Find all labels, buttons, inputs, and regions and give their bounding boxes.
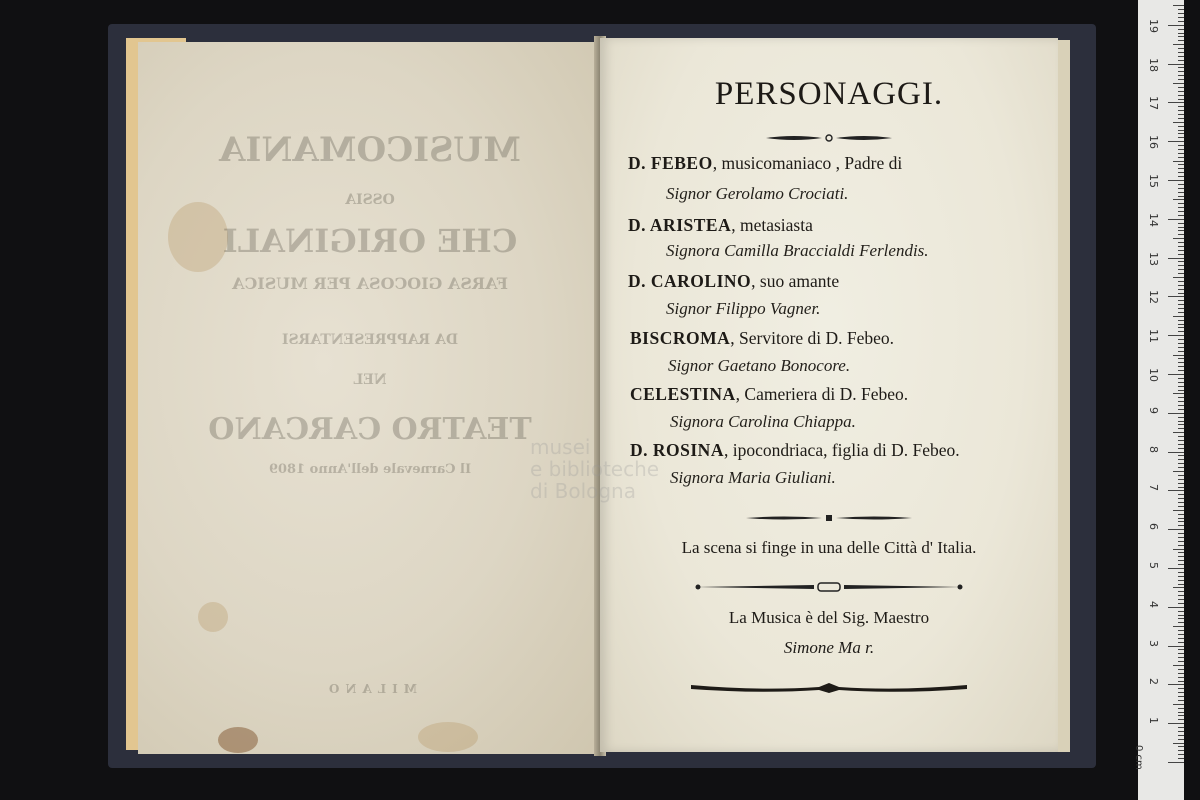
ruler-tick [1178, 106, 1184, 107]
ruler-tick [1178, 153, 1184, 154]
ruler-tick [1178, 126, 1184, 127]
bleed-line: OSSIA [345, 192, 395, 208]
ruler-unit-label: 0 cm [1133, 745, 1144, 770]
ruler-tick [1178, 168, 1184, 169]
ruler-tick [1178, 719, 1184, 720]
ruler-tick [1178, 71, 1184, 72]
ruler-tick [1178, 370, 1184, 371]
ruler-tick [1178, 114, 1184, 115]
ruler-tick [1178, 149, 1184, 150]
ruler-tick [1178, 502, 1184, 503]
ruler-tick [1178, 494, 1184, 495]
ruler-tick [1178, 308, 1184, 309]
ruler-tick [1178, 312, 1184, 313]
ruler-tick [1178, 17, 1184, 18]
ruler-number: 11 [1147, 329, 1160, 344]
ruler-tick [1178, 653, 1184, 654]
ruler-tick [1178, 673, 1184, 674]
ruler-tick [1178, 137, 1184, 138]
ruler-tick [1178, 67, 1184, 68]
ruler-tick [1178, 448, 1184, 449]
character-entry [628, 271, 839, 292]
ruler-tick [1178, 552, 1184, 553]
ruler-number: 18 [1147, 57, 1160, 72]
ruler-number: 5 [1147, 562, 1160, 569]
ornament-rule [600, 128, 1058, 147]
ruler-tick [1178, 331, 1184, 332]
character-entry [628, 215, 813, 236]
ruler-tick [1178, 347, 1184, 348]
actor-name: Signor Gerolamo Crociati. [666, 184, 849, 203]
ruler-tick [1168, 684, 1184, 685]
ruler-number: 16 [1147, 135, 1160, 150]
character-desc: , musicomaniaco , Padre di [712, 153, 903, 173]
ruler-tick [1178, 518, 1184, 519]
ruler-tick [1178, 708, 1184, 709]
ruler-tick [1178, 339, 1184, 340]
ruler-tick [1178, 622, 1184, 623]
watermark-line: di Bologna [530, 479, 636, 503]
ruler-tick [1178, 572, 1184, 573]
ruler-tick [1168, 141, 1184, 142]
ruler-tick [1173, 161, 1184, 162]
actor-name: Signora Carolina Chiappa. [670, 412, 856, 431]
ruler-tick [1178, 327, 1184, 328]
ruler-tick [1178, 424, 1184, 425]
music-credit: La Musica è del Sig. Maestro [728, 608, 930, 627]
bleed-line: DA RAPPRESENTARSI [281, 332, 459, 348]
ruler-tick [1178, 696, 1184, 697]
right-page [530, 38, 1058, 752]
ruler-tick [1168, 180, 1184, 181]
character-entry [630, 384, 908, 405]
ruler-tick [1168, 102, 1184, 103]
ruler-tick [1178, 584, 1184, 585]
ruler-tick [1178, 405, 1184, 406]
ornament-icon [694, 581, 964, 593]
ornament-rule [600, 578, 1058, 597]
ruler-tick [1178, 281, 1184, 282]
ruler-tick [1173, 665, 1184, 666]
ruler-tick [1178, 649, 1184, 650]
ruler-tick [1173, 743, 1184, 744]
ruler-tick [1168, 723, 1184, 724]
character-role: CELESTINA [630, 384, 736, 404]
ruler-tick [1178, 133, 1184, 134]
bleed-line: CHE ORIGINALI [222, 222, 518, 260]
character-desc: , metasiasta [731, 215, 813, 235]
ruler-tick [1178, 421, 1184, 422]
ruler-tick [1178, 459, 1184, 460]
ruler-tick [1178, 560, 1184, 561]
ornament-icon [764, 133, 894, 143]
ruler-number: 6 [1147, 523, 1160, 531]
ruler-tick [1178, 409, 1184, 410]
ruler-number: 15 [1147, 174, 1160, 188]
ruler-tick [1173, 238, 1184, 239]
ruler-tick [1178, 254, 1184, 255]
actor-name: Signor Filippo Vagner. [666, 299, 821, 318]
ruler-tick [1178, 595, 1184, 596]
stain [198, 602, 228, 632]
ruler-tick [1168, 219, 1184, 220]
ruler-tick [1178, 525, 1184, 526]
ruler-tick [1173, 122, 1184, 123]
ruler-tick [1178, 362, 1184, 363]
ruler-tick [1178, 36, 1184, 37]
ruler-tick [1173, 471, 1184, 472]
ruler-tick [1178, 428, 1184, 429]
ruler-tick [1168, 452, 1184, 453]
ruler-number: 10 [1147, 368, 1160, 382]
ruler-tick [1168, 64, 1184, 65]
ruler-tick [1173, 277, 1184, 278]
bleed-line: NEL [353, 372, 387, 388]
ruler-tick [1178, 157, 1184, 158]
ruler-tick [1178, 75, 1184, 76]
ruler-tick [1178, 657, 1184, 658]
ruler-number: 12 [1147, 290, 1160, 305]
ruler-tick [1178, 196, 1184, 197]
character-role: BISCROMA [630, 328, 731, 348]
ruler-tick [1178, 615, 1184, 616]
ruler-tick [1178, 754, 1184, 755]
ruler-tick [1173, 393, 1184, 394]
ruler-number: 13 [1147, 251, 1160, 266]
ruler-tick [1178, 727, 1184, 728]
ruler-tick [1178, 230, 1184, 231]
character-desc: , Servitore di D. Febeo. [730, 328, 895, 348]
ruler-tick [1178, 223, 1184, 224]
ruler-tick [1178, 739, 1184, 740]
ruler-tick [1173, 83, 1184, 84]
ruler-tick [1168, 568, 1184, 569]
ruler-tick [1178, 358, 1184, 359]
ruler-tick [1178, 289, 1184, 290]
ruler-tick [1178, 436, 1184, 437]
ruler-tick [1178, 444, 1184, 445]
page-title: PERSONAGGI. [714, 76, 944, 112]
ruler-tick [1178, 735, 1184, 736]
composer-name: Simone Ma r. [783, 638, 875, 657]
ruler-tick [1178, 715, 1184, 716]
ruler-tick [1178, 564, 1184, 565]
ruler-tick [1178, 52, 1184, 53]
ruler-tick [1178, 95, 1184, 96]
watermark [530, 436, 659, 502]
ruler-tick [1178, 246, 1184, 247]
ruler-tick [1178, 731, 1184, 732]
ruler-tick [1178, 293, 1184, 294]
character-role: D. CAROLINO [628, 271, 752, 291]
ruler-tick [1178, 506, 1184, 507]
ruler-tick [1178, 440, 1184, 441]
character-desc: , Cameriera di D. Febeo. [735, 384, 909, 404]
ruler-number: 2 [1147, 678, 1160, 686]
ruler-tick [1178, 475, 1184, 476]
watermark-line: e biblioteche [530, 457, 660, 481]
ruler-tick [1178, 300, 1184, 301]
ruler-tick [1178, 234, 1184, 235]
ruler-tick [1178, 378, 1184, 379]
character-desc: , ipocondriaca, figlia di D. Febeo. [723, 440, 960, 460]
ruler-tick [1178, 215, 1184, 216]
ruler-tick [1178, 110, 1184, 111]
character-entry [630, 440, 960, 461]
ruler-tick [1178, 21, 1184, 22]
bleed-line: TEATRO CARCANO [208, 412, 532, 447]
ruler-tick [1178, 580, 1184, 581]
ruler-tick [1173, 510, 1184, 511]
ruler-tick [1178, 192, 1184, 193]
stain [418, 722, 478, 752]
ruler-tick [1173, 587, 1184, 588]
ruler-tick [1178, 269, 1184, 270]
ruler-tick [1178, 514, 1184, 515]
ruler-tick [1178, 285, 1184, 286]
ruler-tick [1178, 9, 1184, 10]
ruler-number: 17 [1147, 96, 1160, 111]
ruler-tick [1178, 545, 1184, 546]
ruler-tick [1178, 184, 1184, 185]
ruler-tick [1168, 529, 1184, 530]
ruler-tick [1178, 188, 1184, 189]
ruler-tick [1178, 599, 1184, 600]
ruler-tick [1178, 417, 1184, 418]
ruler-tick [1168, 25, 1184, 26]
ruler-tick [1178, 541, 1184, 542]
ruler-tick [1178, 591, 1184, 592]
ruler-tick [1178, 498, 1184, 499]
scene-note: La scena si finge in una delle Città d' Italia. [681, 538, 977, 557]
ruler-tick [1178, 401, 1184, 402]
ruler-tick [1178, 681, 1184, 682]
ruler-tick [1178, 203, 1184, 204]
ruler-tick [1178, 366, 1184, 367]
ruler-tick [1178, 463, 1184, 464]
ruler-tick [1178, 320, 1184, 321]
character-entry [630, 328, 894, 349]
measurement-ruler [1133, 0, 1184, 800]
ruler-tick [1173, 44, 1184, 45]
ruler-tick [1178, 60, 1184, 61]
bleed-line: MUSICOMANIA [219, 130, 521, 170]
ruler-tick [1178, 455, 1184, 456]
ruler-tick [1178, 533, 1184, 534]
ruler-tick [1178, 130, 1184, 131]
character-role: D. ROSINA [630, 440, 724, 460]
actor-name: Signora Camilla Braccialdi Ferlendis. [666, 241, 929, 260]
ruler-tick [1178, 351, 1184, 352]
ornament-icon [744, 513, 914, 523]
ruler-tick [1178, 479, 1184, 480]
ruler-tick [1178, 172, 1184, 173]
ruler-tick [1178, 700, 1184, 701]
ruler-tick [1178, 382, 1184, 383]
ruler-tick [1178, 176, 1184, 177]
ruler-tick [1178, 712, 1184, 713]
ruler-tick [1178, 273, 1184, 274]
ornament-rule [600, 680, 1058, 699]
ruler-tick [1178, 207, 1184, 208]
character-role: D. ARISTEA [628, 215, 732, 235]
character-role: D. FEBEO [628, 153, 713, 173]
ruler-tick [1168, 762, 1184, 763]
ruler-tick [1178, 556, 1184, 557]
ruler-tick [1178, 603, 1184, 604]
ruler-tick [1173, 549, 1184, 550]
ruler-number: 3 [1147, 639, 1160, 647]
ruler-tick [1168, 490, 1184, 491]
ruler-tick [1178, 56, 1184, 57]
character-desc: , suo amante [751, 271, 840, 291]
ruler-tick [1178, 99, 1184, 100]
ruler-tick [1178, 79, 1184, 80]
ruler-number: 4 [1147, 600, 1160, 608]
ruler-tick [1173, 5, 1184, 6]
ruler-tick [1178, 91, 1184, 92]
page-edges [1058, 40, 1070, 752]
bleed-line: MILANO [322, 682, 418, 696]
ruler-tick [1178, 29, 1184, 30]
ruler-tick [1178, 118, 1184, 119]
ruler-tick [1178, 750, 1184, 751]
ruler-tick [1178, 211, 1184, 212]
ruler-tick [1173, 626, 1184, 627]
left-page [138, 42, 602, 754]
ruler-tick [1168, 374, 1184, 375]
ruler-tick [1168, 258, 1184, 259]
ruler-tick [1178, 87, 1184, 88]
ruler-tick [1178, 487, 1184, 488]
ruler-tick [1178, 746, 1184, 747]
ruler-tick [1178, 261, 1184, 262]
ruler-tick [1178, 483, 1184, 484]
ruler-tick [1168, 413, 1184, 414]
ruler-tick [1178, 692, 1184, 693]
ruler-number: 14 [1147, 212, 1160, 227]
ruler-tick [1178, 677, 1184, 678]
ruler-tick [1178, 164, 1184, 165]
bleed-line: Il Carnevale dell'Anno 1809 [268, 462, 472, 477]
ruler-tick [1178, 758, 1184, 759]
ruler-tick [1178, 638, 1184, 639]
actor-name: Signora Maria Giuliani. [670, 468, 836, 487]
ruler-tick [1178, 390, 1184, 391]
ruler-number: 1 [1147, 717, 1160, 725]
ruler-tick [1178, 343, 1184, 344]
ruler-tick [1178, 669, 1184, 670]
ruler-tick [1178, 688, 1184, 689]
ruler-tick [1178, 265, 1184, 266]
ruler-tick [1178, 630, 1184, 631]
ruler-tick [1168, 646, 1184, 647]
ruler-tick [1178, 521, 1184, 522]
ruler-tick [1173, 432, 1184, 433]
ruler-tick [1173, 355, 1184, 356]
bleed-line: FARSA GIOCOSA PER MUSICA [232, 274, 508, 293]
ruler-tick [1178, 576, 1184, 577]
actor-name: Signor Gaetano Bonocore. [668, 356, 851, 375]
ruler-tick [1178, 467, 1184, 468]
watermark-line: musei [530, 435, 591, 459]
ruler-tick [1168, 607, 1184, 608]
ruler-tick [1178, 642, 1184, 643]
ruler-tick [1173, 199, 1184, 200]
ruler-tick [1168, 296, 1184, 297]
ruler-tick [1178, 13, 1184, 14]
ruler-tick [1178, 48, 1184, 49]
ruler-tick [1178, 661, 1184, 662]
ruler-tick [1178, 40, 1184, 41]
ruler-tick [1173, 704, 1184, 705]
ruler-tick [1178, 386, 1184, 387]
ruler-tick [1178, 618, 1184, 619]
ruler-tick [1178, 634, 1184, 635]
ruler-tick [1178, 227, 1184, 228]
ruler-tick [1178, 611, 1184, 612]
ornament-rule [600, 508, 1058, 527]
ruler-tick [1178, 145, 1184, 146]
ruler-tick [1178, 397, 1184, 398]
ruler-tick [1173, 316, 1184, 317]
ruler-tick [1178, 324, 1184, 325]
ruler-number: 7 [1147, 484, 1160, 492]
ruler-tick [1178, 242, 1184, 243]
character-entry [628, 153, 902, 174]
ruler-number: 19 [1147, 18, 1160, 33]
ruler-number: 9 [1147, 406, 1160, 414]
ornament-icon [689, 681, 969, 695]
ruler-tick [1168, 335, 1184, 336]
ruler-number: 8 [1147, 445, 1160, 453]
ruler-tick [1178, 33, 1184, 34]
ruler-tick [1178, 537, 1184, 538]
ruler-tick [1178, 250, 1184, 251]
stain [218, 727, 258, 753]
ruler-tick [1178, 304, 1184, 305]
